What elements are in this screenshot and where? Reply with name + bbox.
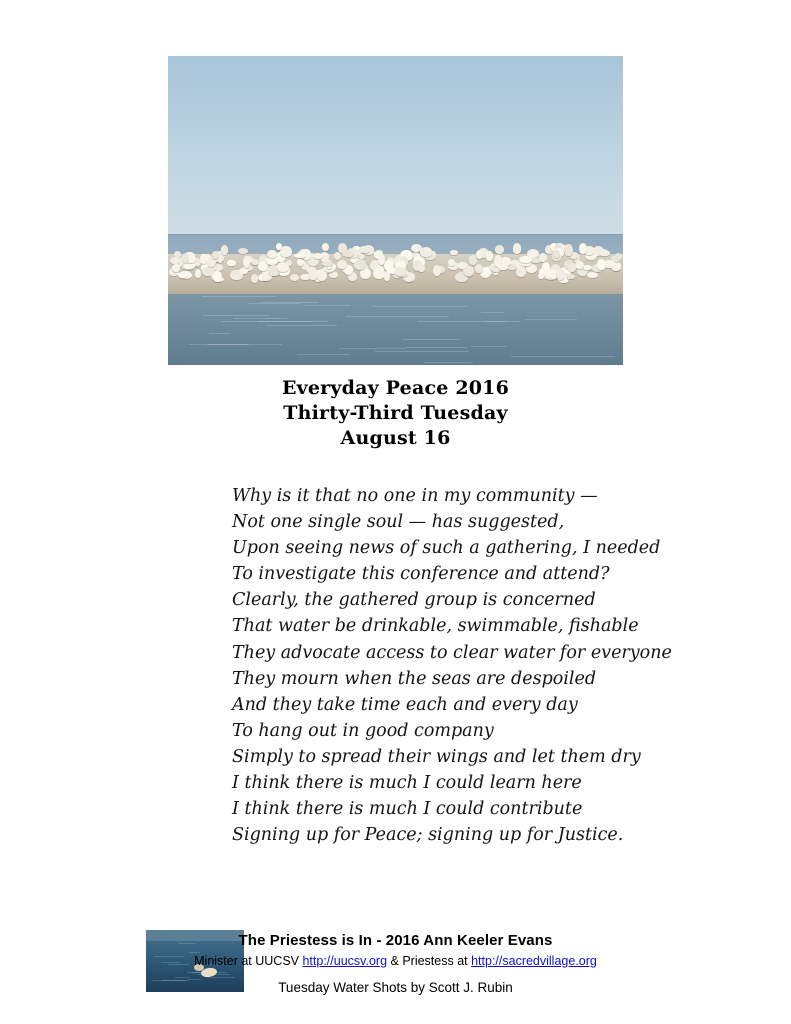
water-ripple [406, 347, 468, 348]
poem-line: Signing up for Peace; signing up for Justice. [232, 825, 624, 846]
pelican-bird [516, 266, 526, 277]
title-line-3: August 16 [340, 427, 451, 449]
water-ripple [221, 321, 312, 322]
pelican-bird [243, 256, 250, 268]
water-ripple [525, 319, 577, 320]
pelican-bird [322, 243, 329, 251]
water-ripple [346, 316, 449, 317]
pelican-bird [354, 259, 366, 270]
pelican-bird [568, 263, 576, 272]
water-ripple [209, 333, 230, 334]
title-line-1: Everyday Peace 2016 [281, 377, 510, 399]
pelican-bird [587, 272, 598, 279]
poem-line: They advocate access to clear water for everyone [232, 642, 672, 663]
photo-pelican-flock [168, 243, 623, 283]
sacredvillage-link[interactable]: http://sacredvillage.org [471, 954, 597, 968]
poem-line: Upon seeing news of such a gathering, I needed [232, 538, 661, 559]
water-ripple [339, 348, 406, 349]
pelican-bird [230, 270, 242, 280]
water-ripple [266, 325, 336, 326]
pelican-bird [342, 250, 354, 258]
pelican-bird [238, 248, 248, 254]
water-ripple [234, 318, 287, 319]
pelican-bird [195, 269, 201, 278]
water-ripple [403, 339, 460, 340]
pelican-bird [486, 251, 492, 261]
pelican-bird [313, 253, 323, 259]
pelican-bird [378, 254, 385, 265]
water-ripple [484, 321, 507, 322]
pelican-bird [433, 265, 441, 276]
footer-photo-credit: Tuesday Water Shots by Scott J. Rubin [278, 980, 513, 995]
water-ripple [203, 315, 269, 316]
footer-affiliation-line [0, 954, 791, 968]
pelican-bird [538, 273, 544, 279]
pelican-bird [267, 250, 277, 258]
pelican-bird [599, 250, 609, 256]
pelican-bird [280, 246, 292, 257]
poem-line: I think there is much I could learn here [232, 773, 582, 794]
hero-photo-pelicans [168, 56, 623, 365]
pelican-bird [373, 268, 385, 279]
pelican-bird [612, 266, 620, 272]
pelican-bird [495, 245, 504, 254]
pelican-bird [384, 271, 390, 281]
poem-line: I think there is much I could contribute [232, 799, 583, 820]
pelican-bird [556, 268, 566, 280]
affiliation-middle: & Priestess at [387, 954, 472, 968]
pelican-bird [297, 258, 304, 266]
pelican-bird [276, 243, 282, 250]
pelican-bird [294, 253, 307, 258]
title-line-2: Thirty-Third Tuesday [283, 402, 508, 424]
water-ripple [202, 296, 277, 297]
photo-near-water [168, 294, 623, 365]
affiliation-prefix: Minister at UUCSV [194, 954, 303, 968]
pelican-bird [597, 259, 607, 270]
water-ripple [511, 356, 614, 357]
pelican-bird [178, 272, 188, 277]
pelican-bird [213, 271, 221, 283]
photo-sky [168, 56, 623, 235]
poem-line: That water be drinkable, swimmable, fishable [232, 616, 639, 637]
pelican-bird [513, 243, 522, 253]
poem-line: They mourn when the seas are despoiled [232, 668, 597, 689]
pelican-bird [476, 250, 483, 259]
water-ripple [375, 351, 469, 352]
pelican-bird [172, 264, 180, 271]
pelican-bird [519, 256, 532, 263]
water-ripple [207, 344, 283, 345]
footer-credit-line: The Priestess is In - 2016 Ann Keeler Evans [238, 932, 553, 949]
pelican-bird [530, 258, 541, 264]
pelican-bird [290, 274, 299, 281]
poem-body [232, 483, 672, 848]
pelican-bird [463, 266, 474, 276]
poem-line: Why is it that no one in my community — [232, 486, 598, 506]
pelican-bird [214, 264, 223, 270]
pelican-bird [308, 269, 317, 280]
pelican-bird [579, 243, 587, 254]
pelican-bird [420, 247, 432, 257]
water-ripple [297, 354, 350, 355]
pelican-bird [251, 274, 258, 283]
thumb-water-ripple [211, 977, 235, 978]
pelican-bird [564, 244, 572, 256]
poem-line: Simply to spread their wings and let them dry [232, 746, 641, 767]
pelican-bird [200, 254, 207, 264]
water-ripple [261, 302, 318, 303]
water-ripple [471, 346, 507, 347]
pelican-bird [450, 250, 457, 256]
pelican-bird [359, 246, 370, 253]
poem-line: To hang out in good company [232, 720, 494, 741]
pelican-bird [498, 264, 509, 270]
poem-line: And they take time each and every day [232, 694, 578, 715]
pelican-bird [262, 273, 270, 281]
water-ripple [424, 362, 473, 363]
pelican-bird [566, 274, 576, 280]
pelican-bird [448, 259, 455, 266]
pelican-bird [212, 251, 219, 259]
pelican-bird [227, 260, 236, 265]
uucsv-link[interactable]: http://uucsv.org [302, 954, 388, 968]
pelican-bird [475, 264, 484, 274]
poem-line: Not one single soul — has suggested, [232, 512, 565, 533]
pelican-bird [334, 252, 341, 260]
water-ripple [372, 306, 467, 307]
water-ripple [481, 312, 505, 313]
pelican-bird [221, 245, 228, 255]
water-ripple [304, 305, 350, 306]
poem-line: Clearly, the gathered group is concerned [232, 590, 596, 611]
pelican-bird [418, 264, 425, 272]
pelican-bird [394, 267, 407, 276]
poem-line: To investigate this conference and attend? [232, 564, 610, 585]
page-title [0, 376, 791, 451]
pelican-bird [553, 250, 560, 259]
pelican-bird [337, 260, 347, 270]
